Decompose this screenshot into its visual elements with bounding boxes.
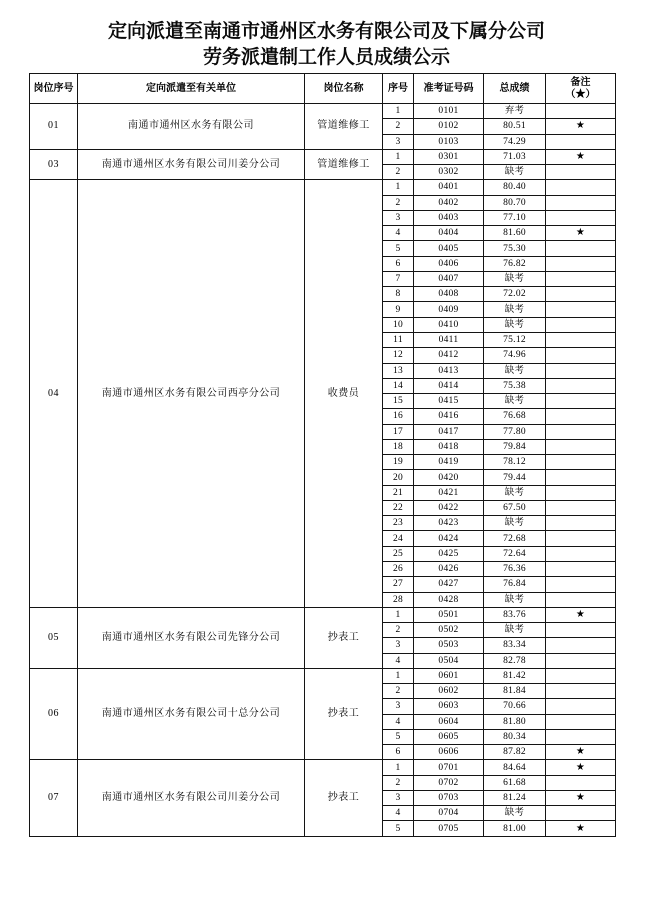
cell-post-no: 04	[30, 180, 78, 607]
cell-remark	[546, 363, 616, 378]
cell-score: 77.10	[484, 210, 546, 225]
cell-remark: ★	[546, 745, 616, 760]
cell-post-no: 03	[30, 149, 78, 180]
cell-remark	[546, 256, 616, 271]
cell-seq: 1	[383, 104, 414, 119]
cell-ticket: 0502	[414, 623, 484, 638]
cell-score: 80.70	[484, 195, 546, 210]
cell-seq: 5	[383, 821, 414, 836]
cell-remark	[546, 470, 616, 485]
cell-score: 76.68	[484, 409, 546, 424]
cell-seq: 20	[383, 470, 414, 485]
cell-seq: 2	[383, 195, 414, 210]
cell-post-name: 抄表工	[305, 607, 383, 668]
cell-seq: 4	[383, 226, 414, 241]
cell-seq: 10	[383, 317, 414, 332]
cell-score: 缺考	[484, 394, 546, 409]
cell-seq: 22	[383, 500, 414, 515]
cell-score: 81.00	[484, 821, 546, 836]
cell-ticket: 0428	[414, 592, 484, 607]
cell-ticket: 0426	[414, 561, 484, 576]
cell-post-no: 06	[30, 668, 78, 760]
cell-seq: 1	[383, 607, 414, 622]
cell-seq: 1	[383, 668, 414, 683]
cell-remark	[546, 775, 616, 790]
cell-ticket: 0410	[414, 317, 484, 332]
title-line-2: 劳务派遣制工作人员成绩公示	[202, 47, 450, 68]
cell-score: 83.76	[484, 607, 546, 622]
col-header-remark-line2: （★）	[565, 88, 596, 100]
cell-remark	[546, 134, 616, 149]
cell-remark	[546, 348, 616, 363]
col-header-post-name: 岗位名称	[305, 74, 383, 104]
cell-score: 缺考	[484, 302, 546, 317]
cell-seq: 3	[383, 210, 414, 225]
cell-ticket: 0404	[414, 226, 484, 241]
cell-post-name: 管道维修工	[305, 149, 383, 180]
cell-ticket: 0602	[414, 684, 484, 699]
cell-score: 缺考	[484, 165, 546, 180]
cell-post-name: 收费员	[305, 180, 383, 607]
cell-remark	[546, 394, 616, 409]
cell-post-name: 抄表工	[305, 760, 383, 836]
cell-remark	[546, 623, 616, 638]
cell-remark	[546, 378, 616, 393]
cell-score: 75.38	[484, 378, 546, 393]
cell-ticket: 0604	[414, 714, 484, 729]
cell-seq: 6	[383, 745, 414, 760]
cell-seq: 2	[383, 623, 414, 638]
cell-remark: ★	[546, 607, 616, 622]
cell-seq: 3	[383, 790, 414, 805]
col-header-seq: 序号	[383, 74, 414, 104]
cell-remark: ★	[546, 149, 616, 164]
cell-seq: 27	[383, 577, 414, 592]
cell-seq: 23	[383, 516, 414, 531]
cell-score: 74.29	[484, 134, 546, 149]
cell-ticket: 0702	[414, 775, 484, 790]
cell-remark	[546, 241, 616, 256]
cell-remark	[546, 455, 616, 470]
score-table-body	[30, 104, 616, 837]
cell-score: 72.68	[484, 531, 546, 546]
cell-score: 84.64	[484, 760, 546, 775]
cell-ticket: 0415	[414, 394, 484, 409]
col-header-post-no: 岗位序号	[30, 74, 78, 104]
col-header-score: 总成绩	[484, 74, 546, 104]
cell-ticket: 0302	[414, 165, 484, 180]
cell-remark	[546, 699, 616, 714]
cell-ticket: 0301	[414, 149, 484, 164]
cell-ticket: 0601	[414, 668, 484, 683]
cell-ticket: 0705	[414, 821, 484, 836]
cell-seq: 18	[383, 439, 414, 454]
cell-score: 81.60	[484, 226, 546, 241]
cell-remark	[546, 668, 616, 683]
cell-unit: 南通市通州区水务有限公司川姜分公司	[78, 149, 305, 180]
cell-remark	[546, 729, 616, 744]
cell-remark	[546, 287, 616, 302]
cell-remark	[546, 409, 616, 424]
cell-seq: 25	[383, 546, 414, 561]
col-header-remark-line1: 备注	[570, 76, 591, 88]
table-row	[30, 104, 616, 119]
cell-score: 81.84	[484, 684, 546, 699]
cell-score: 72.64	[484, 546, 546, 561]
cell-ticket: 0422	[414, 500, 484, 515]
cell-score: 80.40	[484, 180, 546, 195]
cell-ticket: 0417	[414, 424, 484, 439]
cell-remark	[546, 561, 616, 576]
cell-ticket: 0416	[414, 409, 484, 424]
cell-remark	[546, 180, 616, 195]
col-header-remark	[546, 74, 616, 104]
cell-score: 79.44	[484, 470, 546, 485]
table-row	[30, 760, 616, 775]
cell-score: 79.84	[484, 439, 546, 454]
cell-remark: ★	[546, 821, 616, 836]
cell-ticket: 0407	[414, 271, 484, 286]
cell-seq: 2	[383, 165, 414, 180]
cell-ticket: 0409	[414, 302, 484, 317]
cell-seq: 4	[383, 653, 414, 668]
cell-seq: 2	[383, 775, 414, 790]
col-header-ticket: 准考证号码	[414, 74, 484, 104]
cell-score: 75.30	[484, 241, 546, 256]
cell-seq: 2	[383, 119, 414, 134]
cell-ticket: 0406	[414, 256, 484, 271]
cell-remark	[546, 104, 616, 119]
cell-ticket: 0421	[414, 485, 484, 500]
cell-seq: 1	[383, 149, 414, 164]
cell-seq: 1	[383, 180, 414, 195]
cell-remark: ★	[546, 119, 616, 134]
cell-ticket: 0413	[414, 363, 484, 378]
cell-remark	[546, 531, 616, 546]
cell-ticket: 0606	[414, 745, 484, 760]
cell-seq: 4	[383, 806, 414, 821]
cell-remark	[546, 684, 616, 699]
cell-seq: 11	[383, 332, 414, 347]
cell-ticket: 0418	[414, 439, 484, 454]
table-row	[30, 668, 616, 683]
cell-score: 弃考	[484, 104, 546, 119]
document-title	[0, 20, 653, 70]
cell-score: 74.96	[484, 348, 546, 363]
cell-remark	[546, 485, 616, 500]
cell-ticket: 0703	[414, 790, 484, 805]
cell-remark	[546, 516, 616, 531]
cell-remark: ★	[546, 226, 616, 241]
cell-remark	[546, 332, 616, 347]
cell-ticket: 0425	[414, 546, 484, 561]
cell-ticket: 0101	[414, 104, 484, 119]
cell-unit: 南通市通州区水务有限公司十总分公司	[78, 668, 305, 760]
cell-ticket: 0603	[414, 699, 484, 714]
cell-seq: 9	[383, 302, 414, 317]
score-table	[29, 73, 616, 837]
cell-ticket: 0103	[414, 134, 484, 149]
cell-seq: 12	[383, 348, 414, 363]
cell-seq: 21	[383, 485, 414, 500]
cell-score: 72.02	[484, 287, 546, 302]
cell-seq: 5	[383, 241, 414, 256]
cell-score: 61.68	[484, 775, 546, 790]
cell-score: 缺考	[484, 623, 546, 638]
cell-seq: 16	[383, 409, 414, 424]
cell-seq: 17	[383, 424, 414, 439]
cell-remark	[546, 638, 616, 653]
cell-score: 81.24	[484, 790, 546, 805]
cell-ticket: 0401	[414, 180, 484, 195]
cell-remark	[546, 439, 616, 454]
cell-score: 76.82	[484, 256, 546, 271]
cell-score: 80.51	[484, 119, 546, 134]
col-header-unit: 定向派遣至有关单位	[78, 74, 305, 104]
cell-unit: 南通市通州区水务有限公司	[78, 104, 305, 150]
cell-seq: 5	[383, 729, 414, 744]
cell-score: 81.42	[484, 668, 546, 683]
cell-seq: 3	[383, 699, 414, 714]
cell-remark	[546, 271, 616, 286]
cell-score: 70.66	[484, 699, 546, 714]
cell-score: 缺考	[484, 592, 546, 607]
cell-remark	[546, 653, 616, 668]
cell-remark: ★	[546, 760, 616, 775]
cell-ticket: 0504	[414, 653, 484, 668]
cell-seq: 8	[383, 287, 414, 302]
cell-score: 76.84	[484, 577, 546, 592]
cell-score: 78.12	[484, 455, 546, 470]
cell-remark	[546, 577, 616, 592]
title-line-1: 定向派遣至南通市通州区水务有限公司及下属分公司	[107, 21, 545, 42]
cell-score: 缺考	[484, 806, 546, 821]
cell-unit: 南通市通州区水务有限公司西亭分公司	[78, 180, 305, 607]
cell-ticket: 0501	[414, 607, 484, 622]
cell-score: 缺考	[484, 485, 546, 500]
cell-ticket: 0503	[414, 638, 484, 653]
cell-ticket: 0402	[414, 195, 484, 210]
cell-ticket: 0102	[414, 119, 484, 134]
cell-ticket: 0424	[414, 531, 484, 546]
cell-post-no: 05	[30, 607, 78, 668]
cell-score: 71.03	[484, 149, 546, 164]
cell-ticket: 0423	[414, 516, 484, 531]
cell-seq: 28	[383, 592, 414, 607]
cell-ticket: 0704	[414, 806, 484, 821]
cell-ticket: 0427	[414, 577, 484, 592]
cell-remark	[546, 210, 616, 225]
cell-remark	[546, 806, 616, 821]
cell-ticket: 0411	[414, 332, 484, 347]
cell-post-name: 抄表工	[305, 668, 383, 760]
cell-ticket: 0405	[414, 241, 484, 256]
cell-score: 67.50	[484, 500, 546, 515]
cell-seq: 3	[383, 134, 414, 149]
cell-remark	[546, 714, 616, 729]
cell-score: 75.12	[484, 332, 546, 347]
cell-seq: 3	[383, 638, 414, 653]
cell-ticket: 0420	[414, 470, 484, 485]
cell-seq: 1	[383, 760, 414, 775]
cell-remark	[546, 500, 616, 515]
table-row	[30, 180, 616, 195]
cell-score: 缺考	[484, 363, 546, 378]
cell-score: 87.82	[484, 745, 546, 760]
cell-ticket: 0408	[414, 287, 484, 302]
cell-ticket: 0419	[414, 455, 484, 470]
cell-remark	[546, 302, 616, 317]
cell-score: 82.78	[484, 653, 546, 668]
cell-ticket: 0414	[414, 378, 484, 393]
cell-ticket: 0412	[414, 348, 484, 363]
table-row	[30, 607, 616, 622]
cell-remark	[546, 195, 616, 210]
cell-seq: 2	[383, 684, 414, 699]
cell-score: 缺考	[484, 317, 546, 332]
cell-seq: 6	[383, 256, 414, 271]
cell-score: 81.80	[484, 714, 546, 729]
cell-remark	[546, 317, 616, 332]
cell-ticket: 0605	[414, 729, 484, 744]
cell-seq: 7	[383, 271, 414, 286]
table-row	[30, 149, 616, 164]
cell-ticket: 0701	[414, 760, 484, 775]
cell-score: 76.36	[484, 561, 546, 576]
cell-score: 缺考	[484, 271, 546, 286]
cell-score: 83.34	[484, 638, 546, 653]
cell-score: 缺考	[484, 516, 546, 531]
cell-score: 77.80	[484, 424, 546, 439]
cell-remark	[546, 546, 616, 561]
cell-post-no: 07	[30, 760, 78, 836]
cell-remark	[546, 592, 616, 607]
cell-seq: 26	[383, 561, 414, 576]
cell-post-name: 管道维修工	[305, 104, 383, 150]
cell-seq: 14	[383, 378, 414, 393]
cell-seq: 4	[383, 714, 414, 729]
cell-remark: ★	[546, 790, 616, 805]
cell-score: 80.34	[484, 729, 546, 744]
cell-remark	[546, 424, 616, 439]
cell-remark	[546, 165, 616, 180]
cell-seq: 24	[383, 531, 414, 546]
cell-ticket: 0403	[414, 210, 484, 225]
cell-seq: 13	[383, 363, 414, 378]
cell-post-no: 01	[30, 104, 78, 150]
cell-unit: 南通市通州区水务有限公司川姜分公司	[78, 760, 305, 836]
cell-unit: 南通市通州区水务有限公司先锋分公司	[78, 607, 305, 668]
cell-seq: 15	[383, 394, 414, 409]
header-row	[30, 74, 616, 104]
cell-seq: 19	[383, 455, 414, 470]
